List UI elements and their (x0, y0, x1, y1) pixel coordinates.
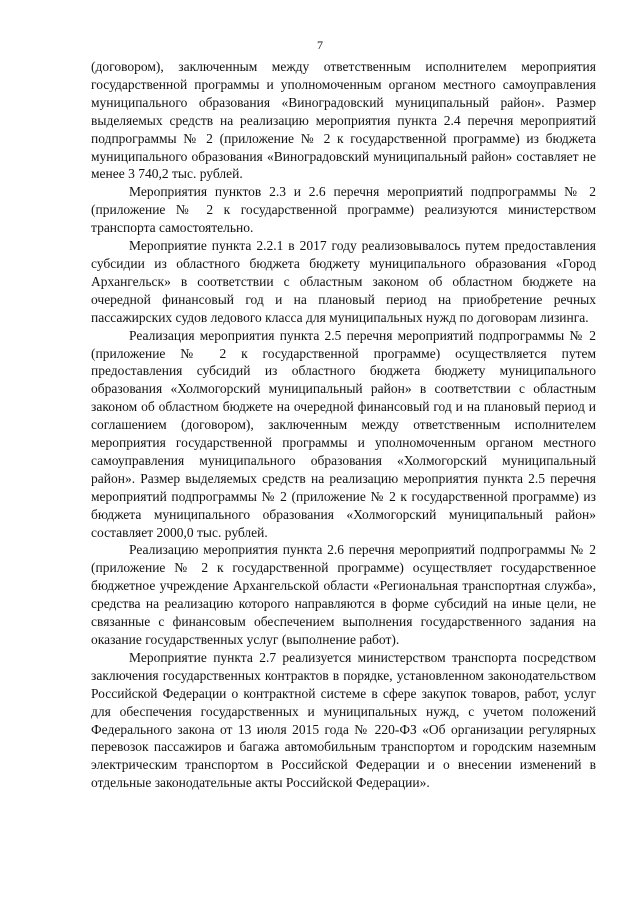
paragraph: (договором), заключенным между ответственным исполнителем мероприятия государственной программы и уполномоченным органом местного самоуправления муниципального образования «Виноградовский муниципальный район». Размер выделяемых средств на реализацию мероприятия пункта 2.4 перечня мероприятий подпрограммы № 2 (приложение № 2 к государственной программе) из бюджета муниципального образования «Виноградовский муниципальный район» составляет не менее 3 740,2 тыс. рублей. (91, 59, 596, 182)
paragraph: Мероприятие пункта 2.7 реализуется министерством транспорта посредством заключения государственных контрактов в порядке, установленном законодательством Российской Федерации о контрактной системе в сфере закупок товаров, работ, услуг для обеспечения государственных и муниципальных нужд, с учетом положений Федерального закона от 13 июля 2015 года № 220-ФЗ «Об организации регулярных перевозок пассажиров и багажа автомобильным транспортом и городским наземным электрическим транспортом в Российской Федерации и о внесении изменений в отдельные законодательные акты Российской Федерации». (91, 649, 596, 791)
paragraph: Реализацию мероприятия пункта 2.6 перечня мероприятий подпрограммы № 2 (приложение № 2 к государственной программе) осуществляет государственное бюджетное учреждение Архангельской области «Региональная транспортная служба», средства на реализацию которого направляются в форме субсидий на иные цели, не связанные с финансовым обеспечением выполнения государственного задания на оказание государственных услуг (выполнение работ). (91, 542, 596, 647)
paragraph: Реализация мероприятия пункта 2.5 перечня мероприятий подпрограммы № 2 (приложение № 2 к государственной программе) осуществляется путем предоставления субсидий из областного бюджета бюджету муниципального образования «Холмогорский муниципальный район» в соответствии с областным законом об областном бюджете на очередной финансовый год и на плановый период и соглашением (договором), заключенным между ответственным исполнителем мероприятия государственной программы и уполномоченным органом местного самоуправления муниципального образования «Холмогорский муниципальный район». Размер выделяемых средств на реализацию мероприятия пункта 2.5 перечня мероприятий подпрограммы № 2 (приложение № 2 к государственной программе) из бюджета муниципального образования «Холмогорский муниципальный район» составляет 2000,0 тыс. рублей. (91, 327, 596, 540)
paragraph: Мероприятие пункта 2.2.1 в 2017 году реализовывалось путем предоставления субсидии из областного бюджета бюджету муниципального образования «Город Архангельск» в соответствии с областным законом об областном бюджете на очередной финансовый год и на плановый период на приобретение речных пассажирских судов ледового класса для муниципальных нужд по договорам лизинга. (91, 238, 596, 325)
paragraph: Мероприятия пунктов 2.3 и 2.6 перечня мероприятий подпрограммы № 2 (приложение № 2 к государственной программе) реализуются министерством транспорта самостоятельно. (91, 184, 596, 236)
document-body (91, 58, 596, 792)
page-number: 7 (317, 38, 323, 52)
